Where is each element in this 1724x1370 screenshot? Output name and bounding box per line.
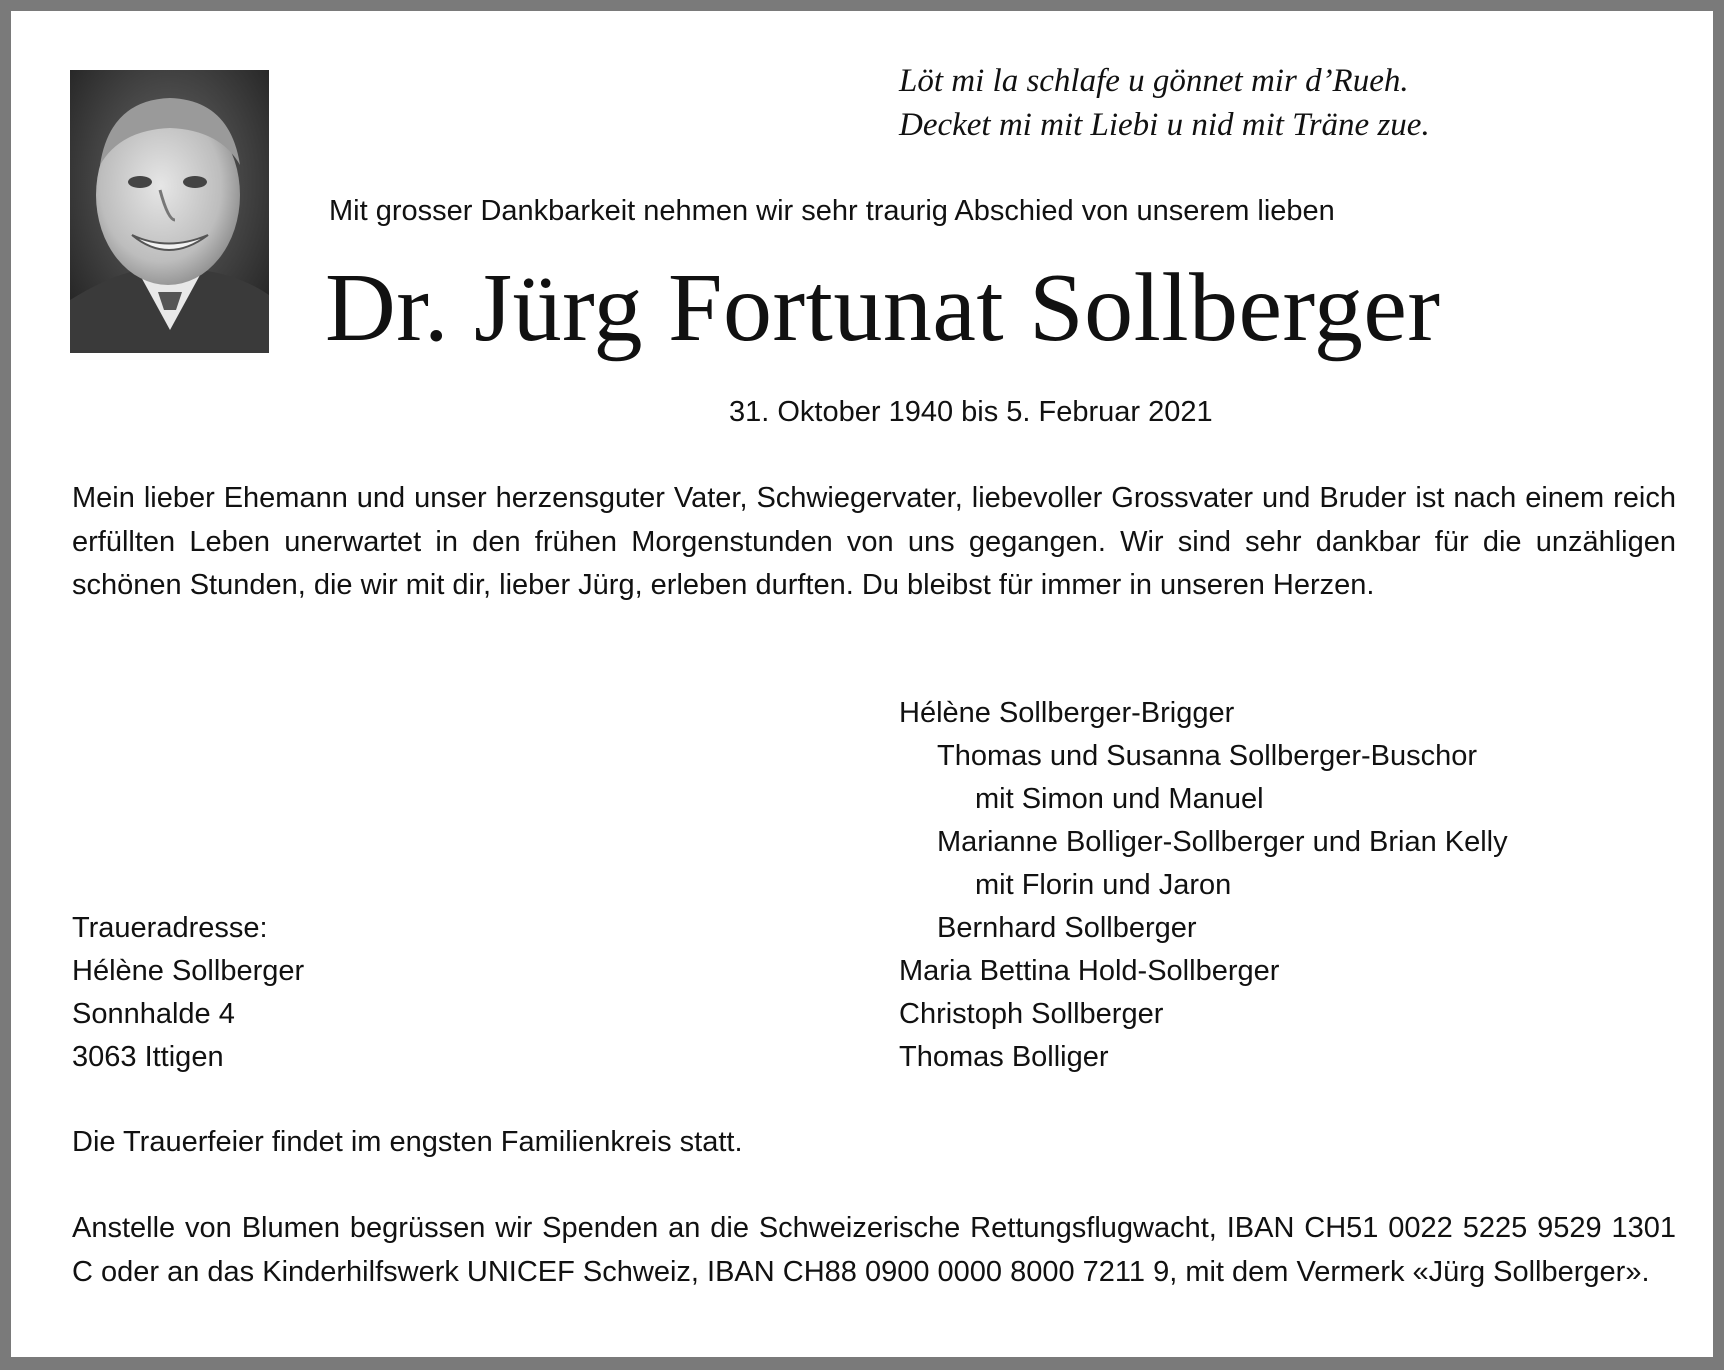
mourner: Thomas und Susanna Sollberger-Buschor bbox=[937, 740, 1478, 772]
motto-line-1: Löt mi la schlafe u gönnet mir d’Rueh. bbox=[899, 63, 1409, 99]
life-dates: 31. Oktober 1940 bis 5. Februar 2021 bbox=[729, 396, 1213, 428]
mourner: Thomas Bolliger bbox=[899, 1041, 1109, 1073]
deceased-name: Dr. Jürg Fortunat Sollberger bbox=[325, 254, 1441, 362]
mourner: Christoph Sollberger bbox=[899, 998, 1164, 1030]
portrait-photo bbox=[70, 70, 269, 353]
memorial-text: Mein lieber Ehemann und unser herzensguter Vater, Schwiegervater, liebevoller Grossvater und Bruder ist nach einem reich erfüllten Leben unerwartet in den frühen Morgenstunden von uns gegangen. Wir sind sehr dankbar für die unzähligen schönen Stunden, die wir mit dir, lieber Jürg, erleben durften. Du bleibst für immer in unseren Herzen. bbox=[72, 482, 1676, 601]
motto bbox=[899, 59, 1430, 147]
donation-note: Anstelle von Blumen begrüssen wir Spenden an die Schweizerische Rettungsflugwacht, IBAN CH51 0022 5225 9529 1301 C oder an das Kinderhilfswerk UNICEF Schweiz, IBAN CH88 0900 0000 8000 7211 9, mit dem Vermerk «Jürg Sollberger». bbox=[72, 1212, 1676, 1288]
address-name: Hélène Sollberger bbox=[72, 955, 305, 987]
mourners-list bbox=[899, 692, 1508, 1079]
mourner: Bernhard Sollberger bbox=[937, 912, 1197, 944]
motto-line-2: Decket mi mit Liebi u nid mit Träne zue. bbox=[899, 107, 1430, 143]
address-street: Sonnhalde 4 bbox=[72, 998, 235, 1030]
intro-text: Mit grosser Dankbarkeit nehmen wir sehr traurig Abschied von unserem lieben bbox=[329, 195, 1335, 227]
mourner: Maria Bettina Hold-Sollberger bbox=[899, 955, 1280, 987]
mourner: Hélène Sollberger-Brigger bbox=[899, 697, 1235, 729]
mourning-address bbox=[72, 907, 304, 1079]
mourner: mit Simon und Manuel bbox=[975, 783, 1264, 815]
mourner: mit Florin und Jaron bbox=[975, 869, 1232, 901]
address-city: 3063 Ittigen bbox=[72, 1041, 224, 1073]
address-label: Traueradresse: bbox=[72, 912, 268, 944]
mourner: Marianne Bolliger-Sollberger und Brian Kelly bbox=[937, 826, 1508, 858]
ceremony-note: Die Trauerfeier findet im engsten Familienkreis statt. bbox=[72, 1126, 743, 1158]
